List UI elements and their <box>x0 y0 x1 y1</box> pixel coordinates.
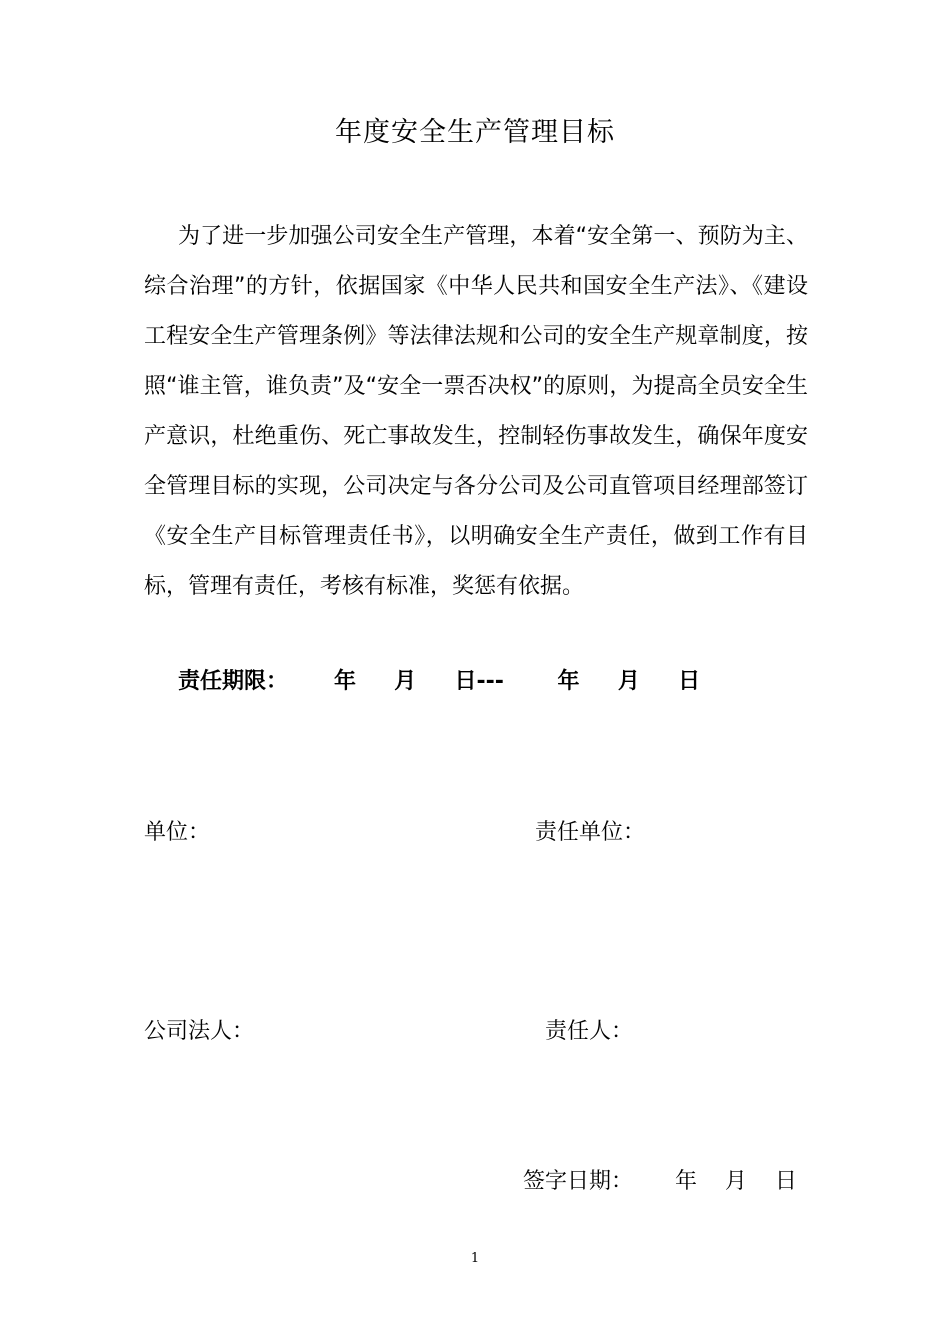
responsible-unit-label: 责任单位： <box>535 820 646 845</box>
sign-date-label: 签字日期： 年 月 日 <box>523 1169 797 1194</box>
body-paragraph: 为了进一步加强公司安全生产管理，本着“安全第一、预防为主、综合治理”的方针，依据国家《中华人民共和国安全生产法》、《建设工程安全生产管理条例》等法律法规和公司的安全生产规章制度，按照“谁主管，谁负责”及“安全一票否决权”的原则，为提高全员安全生产意识，杜绝重伤、死亡事故发生，控制轻伤事故发生，确保年度安全管理目标的实现，公司决定与各分公司及公司直管项目经理部签订《安全生产目标管理责任书》，以明确安全生产责任，做到工作有目标，管理有责任，考核有标准，奖惩有依据。 <box>144 224 808 599</box>
unit-label: 单位： <box>144 820 211 845</box>
responsible-person-label: 责任人： <box>545 1019 634 1044</box>
responsibility-period: 责任期限： 年 月 日--- 年 月 日 <box>178 669 701 694</box>
document-title: 年度安全生产管理目标 <box>335 117 615 148</box>
page-number: 1 <box>470 1251 480 1266</box>
legal-person-label: 公司法人： <box>144 1019 255 1044</box>
